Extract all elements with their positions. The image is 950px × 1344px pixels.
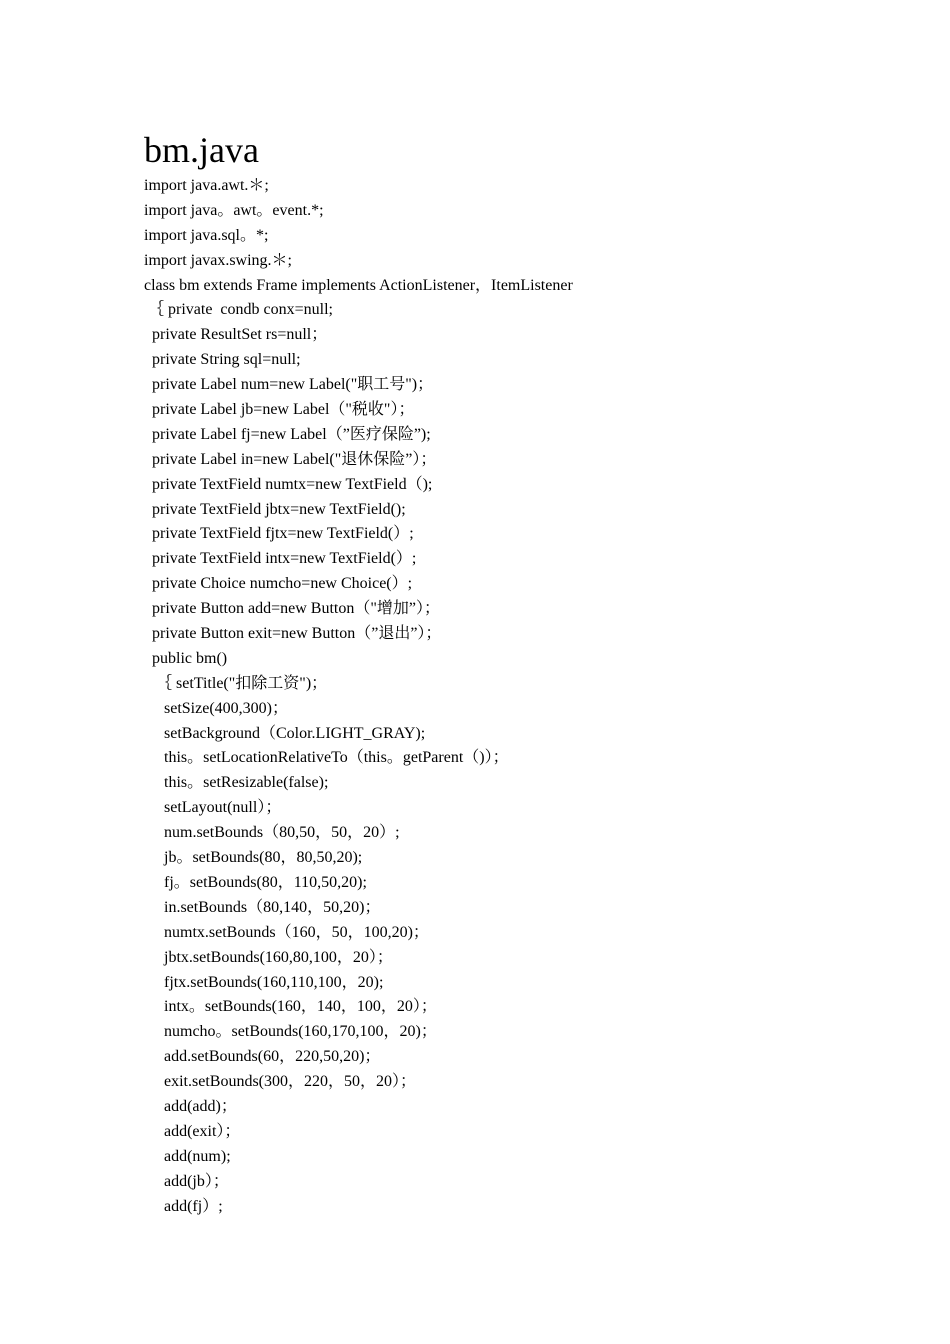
code-line: intx。setBounds(160，140，100，20）； [144, 998, 437, 1016]
code-listing [144, 174, 573, 1219]
code-line: jbtx.setBounds(160,80,100，20）； [144, 948, 393, 966]
code-line: import javax.swing.＊; [144, 251, 292, 269]
code-line: import java。awt。event.*; [144, 201, 324, 219]
code-line: ｛ private condb conx=null; [144, 301, 333, 319]
code-line: exit.setBounds(300，220，50，20）； [144, 1073, 416, 1091]
code-line: add(jb）； [144, 1172, 229, 1190]
code-line: import java.sql。*; [144, 226, 269, 244]
code-line: private Label num=new Label("职工号")； [144, 376, 434, 394]
code-line: add(add)； [144, 1097, 237, 1115]
code-line: add.setBounds(60，220,50,20)； [144, 1048, 381, 1066]
code-line: setLayout(null）； [144, 799, 282, 817]
code-line: this。setLocationRelativeTo（this。getParent（)）； [144, 749, 509, 767]
code-line: public bm() [144, 649, 228, 667]
code-line: private TextField intx=new TextField(）; [144, 550, 417, 568]
code-line: private Button exit=new Button（”退出”）； [144, 625, 442, 643]
code-line: in.setBounds（80,140，50,20)； [144, 898, 381, 916]
code-line: private Label jb=new Label（"税收"）； [144, 401, 415, 419]
code-line: fjtx.setBounds(160,110,100，20); [144, 973, 384, 991]
code-line: private Label in=new Label("退休保险”）； [144, 450, 437, 468]
code-line: private TextField numtx=new TextField（); [144, 475, 433, 493]
code-line: add(fj）; [144, 1197, 223, 1215]
code-line: private TextField fjtx=new TextField(）; [144, 525, 414, 543]
code-line: add(num); [144, 1147, 231, 1165]
code-line: numcho。setBounds(160,170,100，20)； [144, 1023, 437, 1041]
code-line: add(exit）； [144, 1122, 241, 1140]
code-line: ｛ setTitle("扣除工资")； [144, 674, 328, 692]
code-line: numtx.setBounds（160，50，100,20)； [144, 923, 429, 941]
code-line: fj。setBounds(80，110,50,20); [144, 873, 367, 891]
code-line: private ResultSet rs=null； [144, 326, 328, 344]
code-line: this。setResizable(false); [144, 774, 329, 792]
code-line: setSize(400,300)； [144, 699, 288, 717]
code-line: private String sql=null; [144, 351, 301, 369]
code-line: private Label fj=new Label（”医疗保险”); [144, 425, 431, 443]
code-line: private TextField jbtx=new TextField(); [144, 500, 406, 518]
code-line: private Choice numcho=new Choice(）; [144, 575, 413, 593]
code-line: import java.awt.＊; [144, 177, 269, 194]
code-line: num.setBounds（80,50，50，20）; [144, 824, 400, 842]
code-line: private Button add=new Button（"增加”）； [144, 600, 440, 618]
code-line: class bm extends Frame implements ActionListener，ItemListener [144, 276, 573, 294]
document-title: bm.java [144, 130, 259, 170]
code-line: jb。setBounds(80，80,50,20); [144, 849, 363, 867]
code-line: setBackground（Color.LIGHT_GRAY); [144, 724, 426, 742]
